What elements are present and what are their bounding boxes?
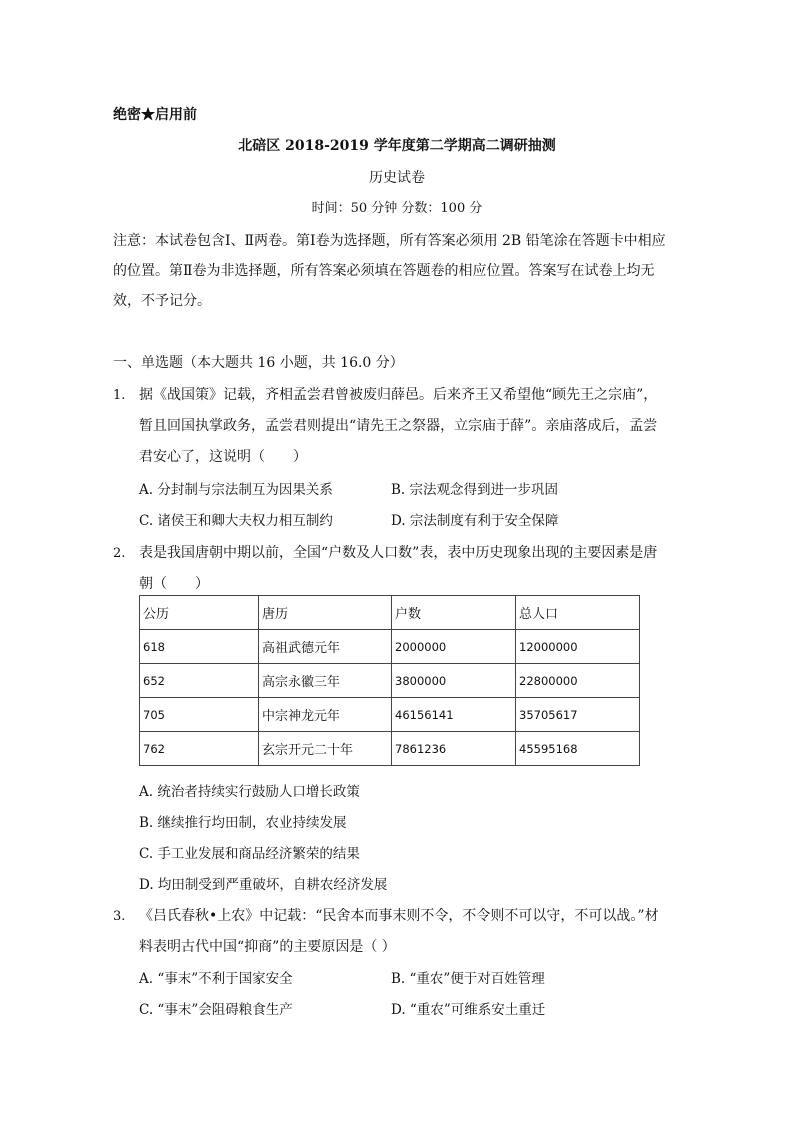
question-2-option-d: D. 均田制受到严重破坏，自耕农经济发展 bbox=[139, 877, 388, 893]
table-header-cell: 户数 bbox=[392, 596, 516, 630]
table-cell: 762 bbox=[140, 732, 259, 766]
confidential-mark: 绝密★启用前 bbox=[113, 107, 197, 123]
question-3-option-c: C. “事末”会阻碍粮食生产 bbox=[139, 1002, 293, 1018]
question-1-option-c: C. 诸侯王和卿大夫权力相互制约 bbox=[139, 513, 333, 529]
question-2-option-a: A. 统治者持续实行鼓励人口增长政策 bbox=[139, 784, 360, 800]
question-1-option-a: A. 分封制与宗法制互为因果关系 bbox=[139, 482, 333, 498]
table-header-cell: 唐历 bbox=[259, 596, 392, 630]
question-2-option-c: C. 手工业发展和商品经济繁荣的结果 bbox=[139, 846, 360, 862]
exam-subtitle: 历史试卷 bbox=[369, 170, 425, 186]
table-cell: 46156141 bbox=[392, 698, 516, 732]
table-row bbox=[140, 698, 640, 732]
question-3-number: 3. bbox=[113, 909, 126, 924]
exam-notice: 注意：本试卷包含Ⅰ、Ⅱ两卷。第Ⅰ卷为选择题，所有答案必须用 2B 铅笔涂在答题卡中相应的位置。第Ⅱ卷为非选择题，所有答案必须填在答题卷的相应位置。答案写在试卷上均无效，不予记分。 bbox=[113, 233, 666, 309]
question-3-option-d: D. “重农”可维系安土重迁 bbox=[391, 1002, 546, 1018]
table-header-cell: 总人口 bbox=[516, 596, 640, 630]
table-cell: 高祖武德元年 bbox=[259, 630, 392, 664]
time-score-info: 时间：50 分钟 分数：100 分 bbox=[311, 201, 483, 216]
question-2-text: 表是我国唐朝中期以前，全国“户数及人口数”表，表中历史现象出现的主要因素是唐朝（ ） bbox=[139, 545, 658, 592]
table-cell: 2000000 bbox=[392, 630, 516, 664]
question-2-option-b: B. 继续推行均田制，农业持续发展 bbox=[139, 815, 347, 831]
table-cell: 高宗永徽三年 bbox=[259, 664, 392, 698]
population-table bbox=[139, 595, 640, 766]
table-cell: 35705617 bbox=[516, 698, 640, 732]
question-1-option-d: D. 宗法制度有利于安全保障 bbox=[391, 513, 559, 529]
table-cell: 45595168 bbox=[516, 732, 640, 766]
table-cell: 玄宗开元二十年 bbox=[259, 732, 392, 766]
question-1-number: 1. bbox=[113, 388, 126, 403]
table-cell: 3800000 bbox=[392, 664, 516, 698]
table-cell: 705 bbox=[140, 698, 259, 732]
table-cell: 7861236 bbox=[392, 732, 516, 766]
question-3-option-b: B. “重农”便于对百姓管理 bbox=[391, 971, 545, 987]
question-3-option-a: A. “事末”不利于国家安全 bbox=[139, 971, 293, 987]
table-cell: 22800000 bbox=[516, 664, 640, 698]
table-cell: 618 bbox=[140, 630, 259, 664]
question-3-text: 《吕氏春秋•上农》中记载：“民舍本而事末则不令，不令则不可以守，不可以战。”材料表明古代中国“抑商”的主要原因是（ ） bbox=[139, 908, 659, 955]
table-cell: 12000000 bbox=[516, 630, 640, 664]
table-row bbox=[140, 732, 640, 766]
question-2-number: 2. bbox=[113, 546, 126, 561]
section-heading: 一、单选题（本大题共 16 小题，共 16.0 分） bbox=[113, 355, 404, 371]
question-1-option-b: B. 宗法观念得到进一步巩固 bbox=[391, 482, 559, 498]
exam-title: 北碚区 2018-2019 学年度第二学期高二调研抽测 bbox=[238, 138, 556, 154]
table-header-cell: 公历 bbox=[140, 596, 259, 630]
table-cell: 652 bbox=[140, 664, 259, 698]
table-cell: 中宗神龙元年 bbox=[259, 698, 392, 732]
table-row bbox=[140, 630, 640, 664]
question-1-text: 据《战国策》记载，齐相孟尝君曾被废归薛邑。后来齐王又希望他“顾先王之宗庙”，暂且回国执掌政务，孟尝君则提出“请先王之祭器，立宗庙于薛”。亲庙落成后，孟尝君安心了，这说明（ ） bbox=[139, 387, 658, 465]
table-row bbox=[140, 664, 640, 698]
table-header-row bbox=[140, 596, 640, 630]
